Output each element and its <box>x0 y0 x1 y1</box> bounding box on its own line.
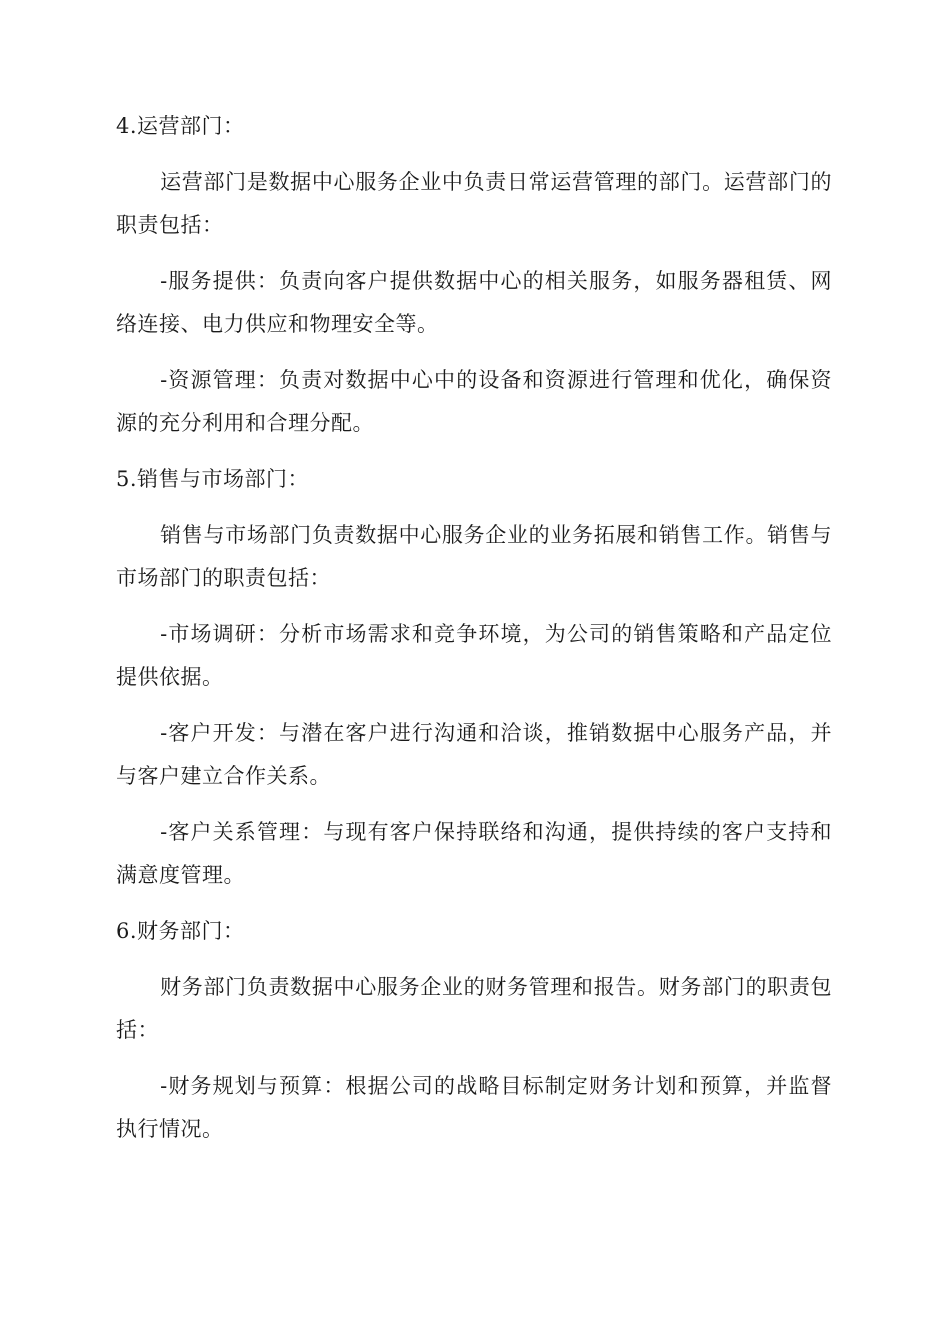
section-heading-sales-marketing: 5.销售与市场部门： <box>116 467 310 491</box>
section-heading-finance: 6.财务部门： <box>116 919 245 943</box>
section-heading-operations: 4.运营部门： <box>116 114 245 138</box>
document-page <box>116 105 832 1164</box>
paragraph-market-research: -市场调研：分析市场需求和竞争环境，为公司的销售策略和产品定位提供依据。 <box>116 622 832 689</box>
paragraph-financial-planning: -财务规划与预算：根据公司的战略目标制定财务计划和预算，并监督执行情况。 <box>116 1074 832 1141</box>
paragraph-operations-intro: 运营部门是数据中心服务企业中负责日常运营管理的部门。运营部门的职责包括： <box>116 170 832 237</box>
paragraph-resource-management: -资源管理：负责对数据中心中的设备和资源进行管理和优化，确保资源的充分利用和合理分配。 <box>116 368 832 435</box>
paragraph-customer-development: -客户开发：与潜在客户进行沟通和洽谈，推销数据中心服务产品，并与客户建立合作关系。 <box>116 721 832 788</box>
paragraph-service-provision: -服务提供：负责向客户提供数据中心的相关服务，如服务器租赁、网络连接、电力供应和物理安全等。 <box>116 269 832 336</box>
paragraph-customer-relations: -客户关系管理：与现有客户保持联络和沟通，提供持续的客户支持和满意度管理。 <box>116 820 832 887</box>
paragraph-sales-intro: 销售与市场部门负责数据中心服务企业的业务拓展和销售工作。销售与市场部门的职责包括： <box>116 523 832 590</box>
paragraph-finance-intro: 财务部门负责数据中心服务企业的财务管理和报告。财务部门的职责包括： <box>116 975 832 1042</box>
